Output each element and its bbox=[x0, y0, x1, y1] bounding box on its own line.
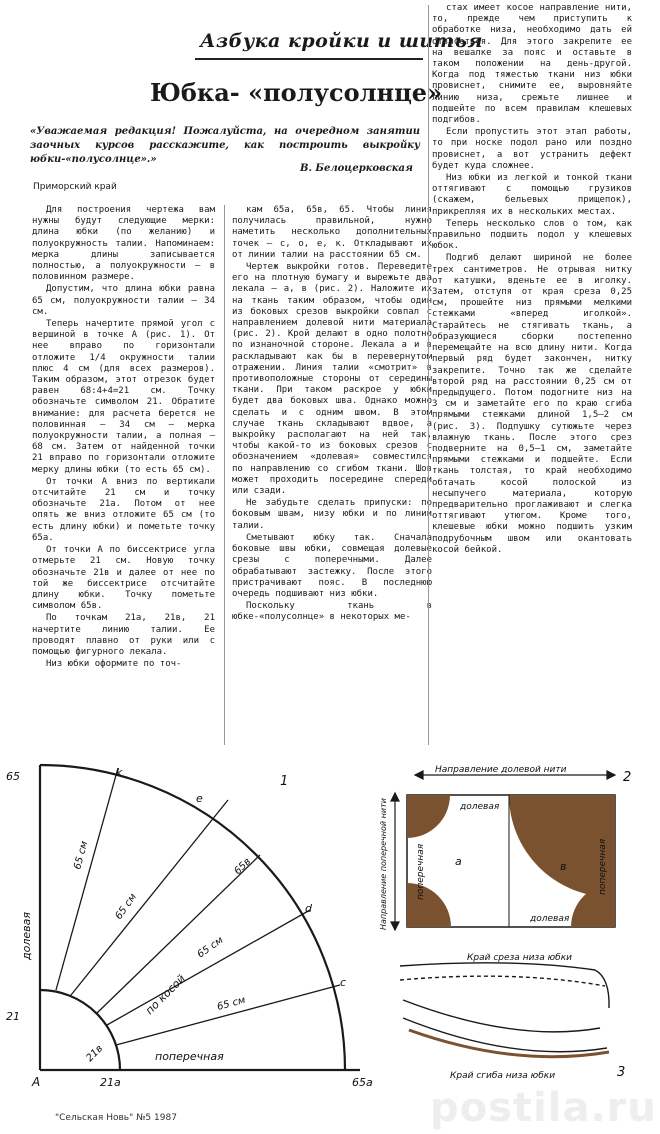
dim-65cm: 65 см bbox=[113, 891, 140, 922]
paragraph: Не забудьте сделать припуски: по боковым швам, низу юбки и по линии талии. bbox=[232, 498, 432, 531]
paragraph: кам 65а, 65в, 65. Чтобы линия получилась правильной, нужно наметить несколько дополнительных точек — с, о, е, к. Откладывают их от линии талии на расстоянии 65 см. bbox=[232, 205, 432, 260]
point-c: c bbox=[340, 976, 347, 989]
arrow-left-icon bbox=[415, 771, 423, 779]
figure-2-layout bbox=[375, 765, 645, 935]
pattern-a: а bbox=[455, 855, 462, 868]
grain-label: Направление долевой нити bbox=[435, 765, 567, 775]
label-dolevaya: долевая bbox=[20, 912, 33, 960]
column-divider bbox=[224, 205, 225, 745]
point-e: e bbox=[196, 792, 203, 805]
hem-edge bbox=[403, 1018, 607, 1052]
paragraph: Допустим, что длина юбки равна 65 см, полуокружности талии — 34 см. bbox=[32, 284, 215, 317]
figure-1-draft bbox=[0, 760, 380, 1090]
paragraph: По точкам 21а, 21в, 21 начертите линию талии. Ее проводят плавно от руки или с помощью фигурного лекала. bbox=[32, 613, 215, 657]
paragraph: Чертеж выкройки готов. Переведите его на плотную бумагу и вырежьте два лекала — а, в (рис. 2). Наложите их на ткань таким образом, чтобы один из боковых срезов выкройки совпал с направлением долевой нити материала (рис. 2). Крой делают в одно полотно по изнаночной стороне. Лекала а и в раскладывают как бы в перевернутом отражении. Линия талии «смотрит» в противоположные стороны от середины ткани. При таком раскрое у юбки будет два боковых шва. Однако можно сделать и с одним швом. В этом случае ткань складывают вдвое, а выкройку располагают на ней так, чтобы какой-то из боковых срезов с обозначением «долевая» совместился по направлению со сгибом ткани. Шов может проходить посередине спереди или сзади. bbox=[232, 262, 432, 497]
label-65a: 65а bbox=[352, 1076, 373, 1089]
label-poperechnaya: поперечная bbox=[155, 1050, 224, 1063]
figure-number: 3 bbox=[617, 1065, 626, 1080]
signature: В. Белоцерковская bbox=[300, 163, 413, 174]
text-column-3 bbox=[432, 3, 632, 557]
cut-edge bbox=[400, 963, 595, 970]
paragraph: Подгиб делают шириной не более трех сантиметров. Не отрывая нитку от катушки, вденьте ее в иголку. Затем, отступя от края среза 0,25 см, прошейте низ прямыми мелкими стежками «вперед иголкой». Старайтесь не стягивать ткань, а образующиеся сборки постепенно перемещайте на всю длину нити. Когда первый ряд будет закончен, нитку закрепите. Точно так же сделайте второй ряд на расстоянии 0,25 см от предыдущего. Потом подогните низ на 3 см и заметайте его по краю сгиба прямыми стежками длиной 1,5—2 см (рис. 3). Подпушку сутюжьте через влажную ткань. После этого срез подверните на 0,5—1 см, заметайте прямыми стежками и подшейте. Если ткань толстая, то край необходимо обтачать косой полоской из несыпучего материала, которую предварительно проглаживают и слегка оттягивают утюгом. Кроме того, клешевые юбки можно подшить узким подрубочным швом или окантовать косой бейкой. bbox=[432, 253, 632, 555]
point-a: A bbox=[32, 1075, 41, 1089]
paragraph: стах имеет косое направление нити, то, прежде чем приступить к обработке низа, необходимо дать ей отвисеться. Для этого закрепите ее на вешалке за пояс и оставьте в таком положении на день-другой. Когда под тяжестью ткани низ юбки провиснет, снимите ее, выровняйте линию низа, срежьте лишнее и подшейте по всем правилам клешевых подгибов. bbox=[432, 3, 632, 126]
label-21v: 21в bbox=[84, 1043, 106, 1065]
label-21-left: 21 bbox=[6, 1010, 20, 1023]
figure-3-hem bbox=[395, 948, 640, 1083]
figure-number: 1 bbox=[280, 774, 289, 789]
cut-edge-label: Край среза низа юбки bbox=[467, 953, 572, 963]
watermark: postila.ru bbox=[430, 1085, 657, 1131]
thread bbox=[595, 970, 609, 1008]
weft-label: Направление поперечной нити bbox=[379, 798, 388, 930]
dim-65cm: 65 см bbox=[195, 934, 226, 961]
region: Приморский край bbox=[33, 182, 117, 192]
dim-65cm: 65 см bbox=[72, 839, 91, 871]
figure-number: 2 bbox=[623, 770, 632, 785]
ray-e bbox=[71, 800, 228, 995]
text-column-1 bbox=[32, 205, 215, 671]
paragraph: Поскольку ткань в юбке-«полусолнце» в некоторых ме- bbox=[232, 601, 432, 623]
paragraph: Если пропустить этот этап работы, то при носке подол рано или поздно провиснет, а вот устранить дефект будет куда сложнее. bbox=[432, 127, 632, 171]
paragraph: Для построения чертежа вам нужны будут следующие мерки: длина юбки (по желанию) и полуокружность талии. Напоминаем: мерка длины записывается полностью, а полуокружности — в половинном размере. bbox=[32, 205, 215, 283]
label-21a: 21а bbox=[100, 1076, 121, 1089]
ray-d bbox=[107, 910, 310, 1025]
label-dolevaya: долевая bbox=[460, 802, 500, 812]
label-poperechnaya: поперечная bbox=[416, 843, 426, 900]
label-po-kosoy: по косой bbox=[142, 972, 188, 1018]
dim-65cm: 65 см bbox=[215, 994, 247, 1013]
article-title: Юбка- «полусолнце» bbox=[150, 78, 443, 107]
label-65v: 65в bbox=[232, 856, 254, 878]
header-rule bbox=[195, 58, 423, 60]
fold-line bbox=[403, 1000, 600, 1032]
arrow-down-icon bbox=[391, 922, 399, 930]
arrow-up-icon bbox=[391, 793, 399, 801]
paragraph: Низ юбки из легкой и тонкой ткани оттягивают с помощью грузиков (скажем, бельевых прищепок), прикрепляя их в нескольких местах. bbox=[432, 173, 632, 217]
paragraph: Сметывают юбку так. Сначала боковые швы юбки, совмещая долевые срезы с поперечными. Далее обрабатывают застежку. После этого пристрачивают пояс. В последнюю очередь подшивают низ юбки. bbox=[232, 532, 432, 599]
paragraph: От точки А по биссектрисе угла отмерьте 21 см. Новую точку обозначьте 21в и далее от нее по той же биссектрисе отсчитайте длину юбки. Точку пометьте символом 65в. bbox=[32, 545, 215, 612]
arrow-right-icon bbox=[607, 771, 615, 779]
paragraph: Теперь несколько слов о том, как правильно подшить подол у клешевых юбок. bbox=[432, 218, 632, 252]
stitch-line bbox=[400, 976, 605, 986]
ray-k bbox=[56, 768, 118, 990]
section-header: Азбука кройки и шитья bbox=[200, 30, 483, 52]
paragraph: От точки А вниз по вертикали отсчитайте 21 см и точку обозначьте 21а. Потом от нее опять же вниз отложите 65 см (то есть длину юбки) и пометьте точку 65а. bbox=[32, 476, 215, 543]
paragraph: Низ юбки оформите по точ- bbox=[46, 659, 182, 670]
text-column-2 bbox=[232, 205, 432, 625]
point-k: k bbox=[116, 766, 123, 779]
paragraph: Теперь начертите прямой угол с вершиной в точке А (рис. 1). От нее вправо по горизонтали отложите 1/4 окружности талии плюс 4 см (для всех размеров). Таким образом, этот отрезок будет равен 68:4+4=21 см. Точку обозначьте символом 21. Обратите внимание: для расчета берется не половинная — 34 см — мерка полуокружности талии, а полная — 68 см. Затем от найденной точки 21 вправо по горизонтали отложите мерку длины юбки (то есть 65 см). bbox=[32, 319, 215, 475]
reader-request: «Уважаемая редакция! Пожалуйста, на очередном занятии заочных курсов расскажите, как построить выкройку юбки-«полусолнце».» bbox=[30, 126, 420, 165]
point-d: d bbox=[305, 902, 312, 915]
pattern-v: в bbox=[560, 860, 567, 873]
label-dolevaya: долевая bbox=[530, 914, 570, 924]
column-divider bbox=[428, 5, 429, 745]
footer-source: "Сельская Новь" №5 1987 bbox=[55, 1113, 177, 1123]
fold-edge-label: Край сгиба низа юбки bbox=[450, 1071, 556, 1081]
label-poperechnaya: поперечная bbox=[598, 838, 608, 895]
label-65-top: 65 bbox=[6, 770, 20, 783]
hem-band bbox=[409, 1030, 609, 1057]
